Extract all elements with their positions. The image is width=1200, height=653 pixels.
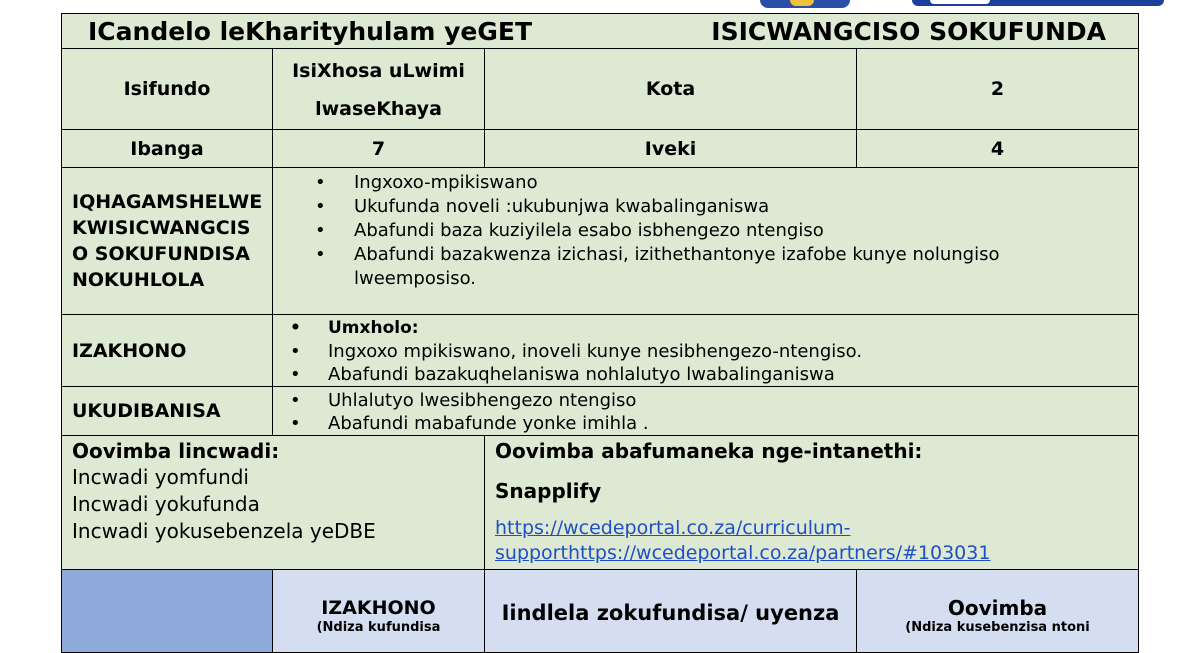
list-item: • Ingxoxo-mpikiswano	[273, 171, 1138, 195]
resources-header-line1: Oovimba	[947, 596, 1048, 620]
objectives-content	[273, 168, 1139, 315]
objectives-label	[61, 168, 273, 315]
objectives-label-line: O SOKUFUNDISA	[72, 243, 250, 265]
subject-value	[273, 49, 485, 130]
objectives-label-line: IQHAGAMSHELWE	[72, 191, 263, 213]
izakhono-label: IZAKHONO	[61, 315, 273, 387]
izakhono-row	[61, 315, 1139, 387]
skills-header-line2: (Ndiza kufundisa	[316, 620, 441, 635]
portal-link-line1[interactable]: https://wcedeportal.co.za/curriculum-	[495, 517, 851, 539]
blank-header-cell	[61, 570, 273, 653]
portal-link[interactable]	[495, 516, 1138, 566]
list-item: • Ukufunda noveli :ukubunjwa kwabalinganiswa	[273, 195, 1138, 219]
plan-title: ISICWANGCISO SOKUFUNDA	[711, 17, 1106, 46]
skills-header	[273, 570, 485, 653]
grade-row	[61, 130, 1139, 168]
subject-value-line2: lwaseKhaya	[315, 98, 442, 120]
term-label: Kota	[485, 49, 857, 130]
ukudibanisa-content	[273, 387, 1139, 436]
resources-header-line2: (Ndiza kusebenzisa ntoni	[905, 620, 1090, 635]
subject-row	[61, 49, 1139, 130]
list-item: • Abafundi bazakuqhelaniswa nohlalutyo lwabalinganiswa	[273, 363, 1138, 386]
book-item: Incwadi yokusebenzela yeDBE	[72, 519, 376, 543]
resources-header	[857, 570, 1139, 653]
skills-header-line1: IZAKHONO	[321, 597, 436, 619]
department-title: ICandelo leKharityhulam yeGET	[88, 17, 533, 46]
subject-label: Isifundo	[61, 49, 273, 130]
term-value: 2	[857, 49, 1139, 130]
books-resources	[61, 436, 485, 570]
resources-row	[61, 436, 1139, 570]
ukudibanisa-label: UKUDIBANISA	[61, 387, 273, 436]
ukudibanisa-list	[273, 389, 1138, 435]
list-item: • Umxholo:	[273, 317, 1138, 340]
online-provider: Snapplify	[495, 479, 602, 503]
ukudibanisa-row	[61, 387, 1139, 436]
portal-link-line2[interactable]: supporthttps://wcedeportal.co.za/partners/#103031	[495, 542, 991, 564]
title-row	[61, 13, 1139, 49]
lesson-plan-table	[61, 13, 1139, 653]
week-value: 4	[857, 130, 1139, 168]
grade-label: Ibanga	[61, 130, 273, 168]
izakhono-content	[273, 315, 1139, 387]
logo-fragment	[760, 0, 850, 8]
izakhono-list	[273, 317, 1138, 386]
online-heading: Oovimba abafumaneka nge-intanethi:	[495, 439, 923, 463]
list-item: • Abafundi bazakwenza izichasi, izithethantonye izafobe kunye nolungiso lweemposiso.	[273, 243, 1138, 291]
week-label: Iveki	[485, 130, 857, 168]
activities-header-row	[61, 570, 1139, 653]
list-item: • Abafundi mabafunde yonke imihla .	[273, 412, 1138, 435]
grade-value: 7	[273, 130, 485, 168]
logo-fragment-right	[912, 0, 1164, 6]
list-item: • Ingxoxo mpikiswano, inoveli kunye nesibhengezo-ntengiso.	[273, 340, 1138, 363]
book-item: Incwadi yomfundi	[72, 465, 249, 489]
subject-value-line1: IsiXhosa uLwimi	[292, 60, 465, 82]
list-item: • Abafundi baza kuziyilela esabo isbhengezo ntengiso	[273, 219, 1138, 243]
methods-header: Iindlela zokufundisa/ uyenza	[485, 570, 857, 653]
objectives-label-line: NOKUHLOLA	[72, 269, 205, 291]
objectives-row	[61, 168, 1139, 315]
online-resources	[485, 436, 1139, 570]
list-item: • Uhlalutyo lwesibhengezo ntengiso	[273, 389, 1138, 412]
objectives-list	[273, 171, 1138, 291]
books-heading: Oovimba lincwadi:	[72, 439, 280, 463]
book-item: Incwadi yokufunda	[72, 492, 260, 516]
objectives-label-line: KWISICWANGCIS	[72, 217, 251, 239]
